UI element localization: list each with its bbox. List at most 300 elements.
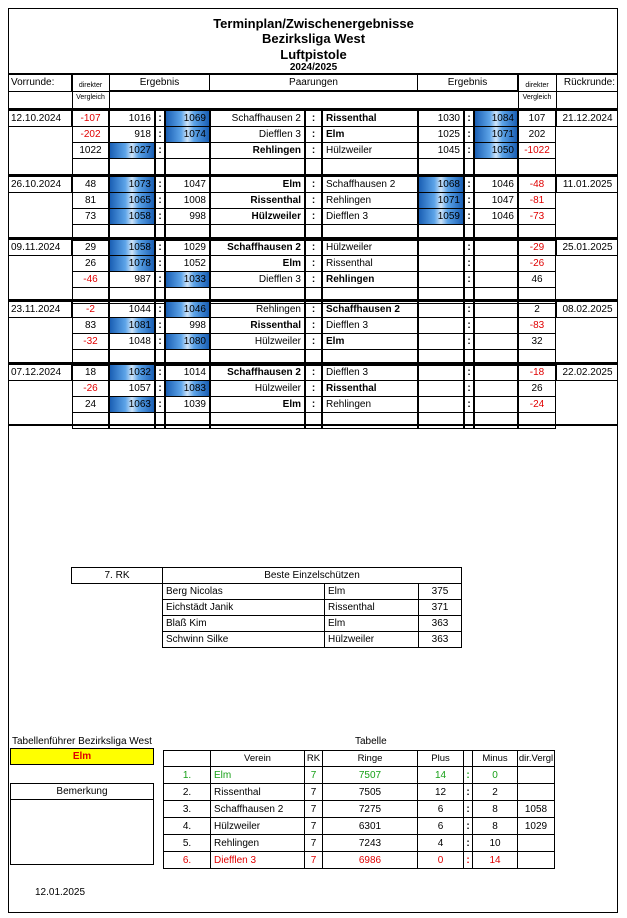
shooter-club: Hülzweiler [324,631,419,648]
away-score: 1074 [165,126,210,143]
direct-compare-right: -83 [518,317,556,334]
ergebnis-header-left: Ergebnis [109,74,210,91]
pairing-colon: : [305,239,322,256]
away-score: 998 [165,317,210,334]
round-return-empty [556,396,618,413]
score-colon: : [155,192,165,209]
return-home-score: 1059 [418,208,464,225]
standings-col: : [463,834,473,852]
round-date-empty [8,396,72,413]
home-score: 1016 [109,110,155,127]
away-team: Rehlingen [322,396,418,413]
return-score-colon: : [464,208,474,225]
home-team: Hülzweiler [210,208,305,225]
score-colon: : [155,110,165,127]
standings-title: Tabelle [355,736,387,747]
home-team: Diefflen 3 [210,271,305,288]
spacer-cell [305,158,322,175]
home-team: Schaffhausen 2 [210,239,305,256]
pairing-colon: : [305,142,322,159]
spacer-cell [418,158,464,175]
shooter-score: 363 [418,615,462,632]
score-colon: : [155,364,165,381]
home-score: 1078 [109,255,155,272]
return-score-colon: : [464,380,474,397]
away-score: 1047 [165,176,210,193]
return-away-score [474,333,518,350]
remark-box [10,799,154,865]
direct-compare-left: 24 [72,396,109,413]
away-team: Rehlingen [322,271,418,288]
standings-rk: 7 [304,851,323,869]
away-team: Hülzweiler [322,142,418,159]
vorrunde-header: Vorrunde: [8,74,72,91]
direct-compare-left: 83 [72,317,109,334]
spacer-cell [474,412,518,429]
direct-compare-left: -46 [72,271,109,288]
round-return-empty [556,271,618,288]
standings-ringe: 7275 [322,800,418,818]
round-date-empty [8,192,72,209]
direct-compare-right: -24 [518,396,556,413]
standings-dv: 1058 [517,800,555,818]
direct-compare-right: -18 [518,364,556,381]
return-score-colon: : [464,255,474,272]
standings-club: Hülzweiler [210,817,305,835]
return-away-score: 1084 [474,110,518,127]
round-return-empty [556,380,618,397]
page-title: Terminplan/Zwischenergebnisse [213,16,414,31]
away-score: 1008 [165,192,210,209]
return-home-score [418,255,464,272]
pairing-colon: : [305,255,322,272]
spacer-cell [322,158,418,175]
shooter-score: 363 [418,631,462,648]
return-score-colon: : [464,192,474,209]
standings-ringe: 6986 [322,851,418,869]
round-date-empty [8,255,72,272]
away-team: Rissenthal [322,255,418,272]
home-team: Rissenthal [210,192,305,209]
round-return-empty [556,255,618,272]
direct-compare-left: 1022 [72,142,109,159]
round-date-empty [8,333,72,350]
return-away-score [474,364,518,381]
direkter-vergleich-header-right-2: Vergleich [522,94,552,101]
home-score: 1057 [109,380,155,397]
home-score: 1063 [109,396,155,413]
score-colon: : [155,239,165,256]
standings-header-dv: dir.Vergl [517,750,555,767]
shooter-name: Berg Nicolas [162,583,325,600]
home-score: 1044 [109,301,155,318]
home-score: 918 [109,126,155,143]
direkter-vergleich-header-2: Vergleich [76,94,105,101]
standings-rk: 7 [304,800,323,818]
return-score-colon: : [464,364,474,381]
return-home-score [418,364,464,381]
shooter-club: Rissenthal [324,599,419,616]
direct-compare-right: -29 [518,239,556,256]
direct-compare-left: 48 [72,176,109,193]
direct-compare-left: 18 [72,364,109,381]
direct-compare-left: -2 [72,301,109,318]
direct-compare-right: -73 [518,208,556,225]
round-return-date: 08.02.2025 [556,301,618,318]
home-score: 1048 [109,333,155,350]
return-home-score: 1025 [418,126,464,143]
return-score-colon: : [464,142,474,159]
score-colon: : [155,380,165,397]
home-team: Elm [210,255,305,272]
shooter-name: Schwinn Silke [162,631,325,648]
pairing-colon: : [305,333,322,350]
shooter-score: 375 [418,583,462,600]
home-team: Elm [210,396,305,413]
spacer-cell [305,412,322,429]
score-colon: : [155,255,165,272]
shooter-score: 371 [418,599,462,616]
home-team: Rissenthal [210,317,305,334]
spacer-cell [109,158,155,175]
standings-ringe: 7505 [322,783,418,801]
standings-dv [517,783,555,801]
standings-dv [517,766,555,784]
standings-minus: 10 [472,834,518,852]
return-away-score [474,301,518,318]
hdr-under-rule [8,91,618,92]
away-score: 1083 [165,380,210,397]
direct-compare-right: 202 [518,126,556,143]
round-date-empty [8,317,72,334]
home-score: 1073 [109,176,155,193]
direct-compare-left: -26 [72,380,109,397]
spacer-cell [210,412,305,429]
home-score: 1065 [109,192,155,209]
standings-col: : [463,800,473,818]
standings-header-plus: Plus [417,750,464,767]
round-date: 23.11.2024 [8,301,72,318]
return-home-score [418,396,464,413]
leader-value: Elm [10,748,154,765]
pairing-colon: : [305,208,322,225]
round-date-empty [8,208,72,225]
round-return-empty [556,208,618,225]
spacer-cell [464,412,474,429]
standings-plus: 6 [417,800,464,818]
standings-col: : [463,817,473,835]
direkter-vergleich-header: direkter [78,82,103,89]
pairing-colon: : [305,380,322,397]
standings-col: : [463,851,473,869]
standings-plus: 14 [417,766,464,784]
standings-minus: 8 [472,800,518,818]
standings-ringe: 7243 [322,834,418,852]
standings-col: : [463,766,473,784]
standings-club: Rehlingen [210,834,305,852]
return-home-score [418,239,464,256]
discipline-title: Luftpistole [280,47,347,62]
standings-pos: 4. [163,817,211,835]
away-score: 1014 [165,364,210,381]
away-score: 1069 [165,110,210,127]
spacer-cell [418,412,464,429]
standings-dv: 1029 [517,817,555,835]
return-home-score [418,301,464,318]
home-team: Diefflen 3 [210,126,305,143]
home-team: Hülzweiler [210,333,305,350]
return-score-colon: : [464,317,474,334]
pairing-colon: : [305,317,322,334]
score-colon: : [155,126,165,143]
standings-dv [517,851,555,869]
direct-compare-left: -202 [72,126,109,143]
return-away-score: 1046 [474,208,518,225]
standings-club: Diefflen 3 [210,851,305,869]
pairing-colon: : [305,396,322,413]
standings-plus: 6 [417,817,464,835]
standings-dv [517,834,555,852]
return-home-score [418,317,464,334]
spacer-cell [518,158,556,175]
standings-rk: 7 [304,817,323,835]
away-score: 1029 [165,239,210,256]
standings-rk: 7 [304,783,323,801]
home-team: Elm [210,176,305,193]
round-return-date: 21.12.2024 [556,110,618,127]
standings-col: : [463,783,473,801]
away-team: Rehlingen [322,192,418,209]
return-home-score [418,333,464,350]
standings-plus: 0 [417,851,464,869]
spacer-cell [72,412,109,429]
direkter-vergleich-header-right: direkter [525,82,549,89]
away-score: 1039 [165,396,210,413]
away-team: Schaffhausen 2 [322,176,418,193]
standings-pos: 3. [163,800,211,818]
return-away-score [474,239,518,256]
schedule-bottom-rule [8,424,618,426]
spacer-cell [322,412,418,429]
round-date: 26.10.2024 [8,176,72,193]
pairing-colon: : [305,176,322,193]
rk-label: 7. RK [71,567,163,584]
home-team: Schaffhausen 2 [210,110,305,127]
standings-club: Rissenthal [210,783,305,801]
home-team: Hülzweiler [210,380,305,397]
pairing-colon: : [305,271,322,288]
return-score-colon: : [464,239,474,256]
score-colon: : [155,333,165,350]
away-score: 1046 [165,301,210,318]
ergebnis-header-right: Ergebnis [418,74,518,91]
home-score: 1032 [109,364,155,381]
season-label: 2024/2025 [289,62,338,73]
spacer-cell [464,158,474,175]
return-away-score: 1047 [474,192,518,209]
direct-compare-left: 81 [72,192,109,209]
home-score: 1027 [109,142,155,159]
round-return-date: 25.01.2025 [556,239,618,256]
direct-compare-right: 2 [518,301,556,318]
return-home-score: 1071 [418,192,464,209]
return-home-score [418,271,464,288]
round-return-empty [556,192,618,209]
return-away-score [474,271,518,288]
score-colon: : [155,208,165,225]
home-score: 1081 [109,317,155,334]
away-team: Diefflen 3 [322,317,418,334]
home-score: 1058 [109,208,155,225]
return-away-score [474,317,518,334]
score-colon: : [155,396,165,413]
standings-pos: 2. [163,783,211,801]
standings-club: Elm [210,766,305,784]
return-away-score: 1071 [474,126,518,143]
spacer-cell [155,158,165,175]
away-team: Hülzweiler [322,239,418,256]
return-score-colon: : [464,126,474,143]
standings-rk: 7 [304,834,323,852]
home-score: 1058 [109,239,155,256]
round-return-empty [556,317,618,334]
round-date-empty [8,142,72,159]
pairing-colon: : [305,110,322,127]
return-away-score: 1050 [474,142,518,159]
return-score-colon: : [464,396,474,413]
direct-compare-left: 29 [72,239,109,256]
standings-club: Schaffhausen 2 [210,800,305,818]
standings-header-club: Verein [210,750,305,767]
home-team: Rehlingen [210,301,305,318]
standings-ringe: 7507 [322,766,418,784]
standings-minus: 14 [472,851,518,869]
direct-compare-right: 26 [518,380,556,397]
direct-compare-right: 107 [518,110,556,127]
spacer-cell [474,158,518,175]
direct-compare-right: -81 [518,192,556,209]
pairing-colon: : [305,192,322,209]
standings-header-minus: Minus [472,750,518,767]
shooter-club: Elm [324,615,419,632]
direct-compare-right: -26 [518,255,556,272]
direct-compare-right: -1022 [518,142,556,159]
return-away-score [474,396,518,413]
round-date-empty [8,271,72,288]
spacer-cell [72,158,109,175]
away-score: 1033 [165,271,210,288]
score-colon: : [155,317,165,334]
home-score: 987 [109,271,155,288]
round-return-date: 11.01.2025 [556,176,618,193]
spacer-cell [165,158,210,175]
direct-compare-left: -32 [72,333,109,350]
away-score: 1052 [165,255,210,272]
round-return-date: 22.02.2025 [556,364,618,381]
round-return-empty [556,333,618,350]
standings-pos: 6. [163,851,211,869]
direct-compare-left: -107 [72,110,109,127]
standings-rk: 7 [304,766,323,784]
round-date-empty [8,126,72,143]
direct-compare-right: -48 [518,176,556,193]
direct-compare-right: 32 [518,333,556,350]
spacer-cell [109,412,155,429]
score-colon: : [155,142,165,159]
away-team: Elm [322,333,418,350]
shooter-name: Eichstädt Janik [162,599,325,616]
return-home-score: 1045 [418,142,464,159]
standings-header-ringe: Ringe [322,750,418,767]
direct-compare-right: 46 [518,271,556,288]
return-score-colon: : [464,333,474,350]
score-colon: : [155,301,165,318]
standings-plus: 4 [417,834,464,852]
league-title: Bezirksliga West [261,31,366,46]
round-date: 12.10.2024 [8,110,72,127]
away-team: Rissenthal [322,110,418,127]
return-score-colon: : [464,271,474,288]
round-date: 07.12.2024 [8,364,72,381]
away-team: Elm [322,126,418,143]
round-date-empty [8,380,72,397]
direct-compare-left: 26 [72,255,109,272]
return-score-colon: : [464,110,474,127]
standings-header-pos [163,750,211,767]
standings-plus: 12 [417,783,464,801]
away-team: Diefflen 3 [322,364,418,381]
shooter-name: Blaß Kim [162,615,325,632]
standings-minus: 2 [472,783,518,801]
pairing-colon: : [305,126,322,143]
standings-minus: 0 [472,766,518,784]
standings-pos: 5. [163,834,211,852]
spacer-cell [165,412,210,429]
return-away-score: 1046 [474,176,518,193]
round-return-empty [556,142,618,159]
round-date: 09.11.2024 [8,239,72,256]
leader-label: Tabellenführer Bezirksliga West [12,736,152,747]
spacer-cell [155,412,165,429]
pairing-colon: : [305,364,322,381]
paarungen-header: Paarungen [210,74,418,91]
shooter-club: Elm [324,583,419,600]
return-home-score [418,380,464,397]
score-colon: : [155,176,165,193]
best-shooters-title: Beste Einzelschützen [162,567,462,584]
spacer-cell [518,412,556,429]
standings-ringe: 6301 [322,817,418,835]
remark-label: Bemerkung [10,783,154,800]
round-return-empty [556,126,618,143]
return-score-colon: : [464,176,474,193]
return-home-score: 1030 [418,110,464,127]
standings-minus: 8 [472,817,518,835]
away-score: 1080 [165,333,210,350]
away-score [165,142,210,159]
away-score: 998 [165,208,210,225]
footer-date: 12.01.2025 [35,887,86,898]
rueckrunde-header: Rückrunde: [556,74,618,91]
score-colon: : [155,271,165,288]
standings-header-rk: RK [304,750,323,767]
return-home-score: 1068 [418,176,464,193]
away-team: Diefflen 3 [322,208,418,225]
home-team: Rehlingen [210,142,305,159]
away-team: Schaffhausen 2 [322,301,418,318]
return-away-score [474,255,518,272]
standings-pos: 1. [163,766,211,784]
